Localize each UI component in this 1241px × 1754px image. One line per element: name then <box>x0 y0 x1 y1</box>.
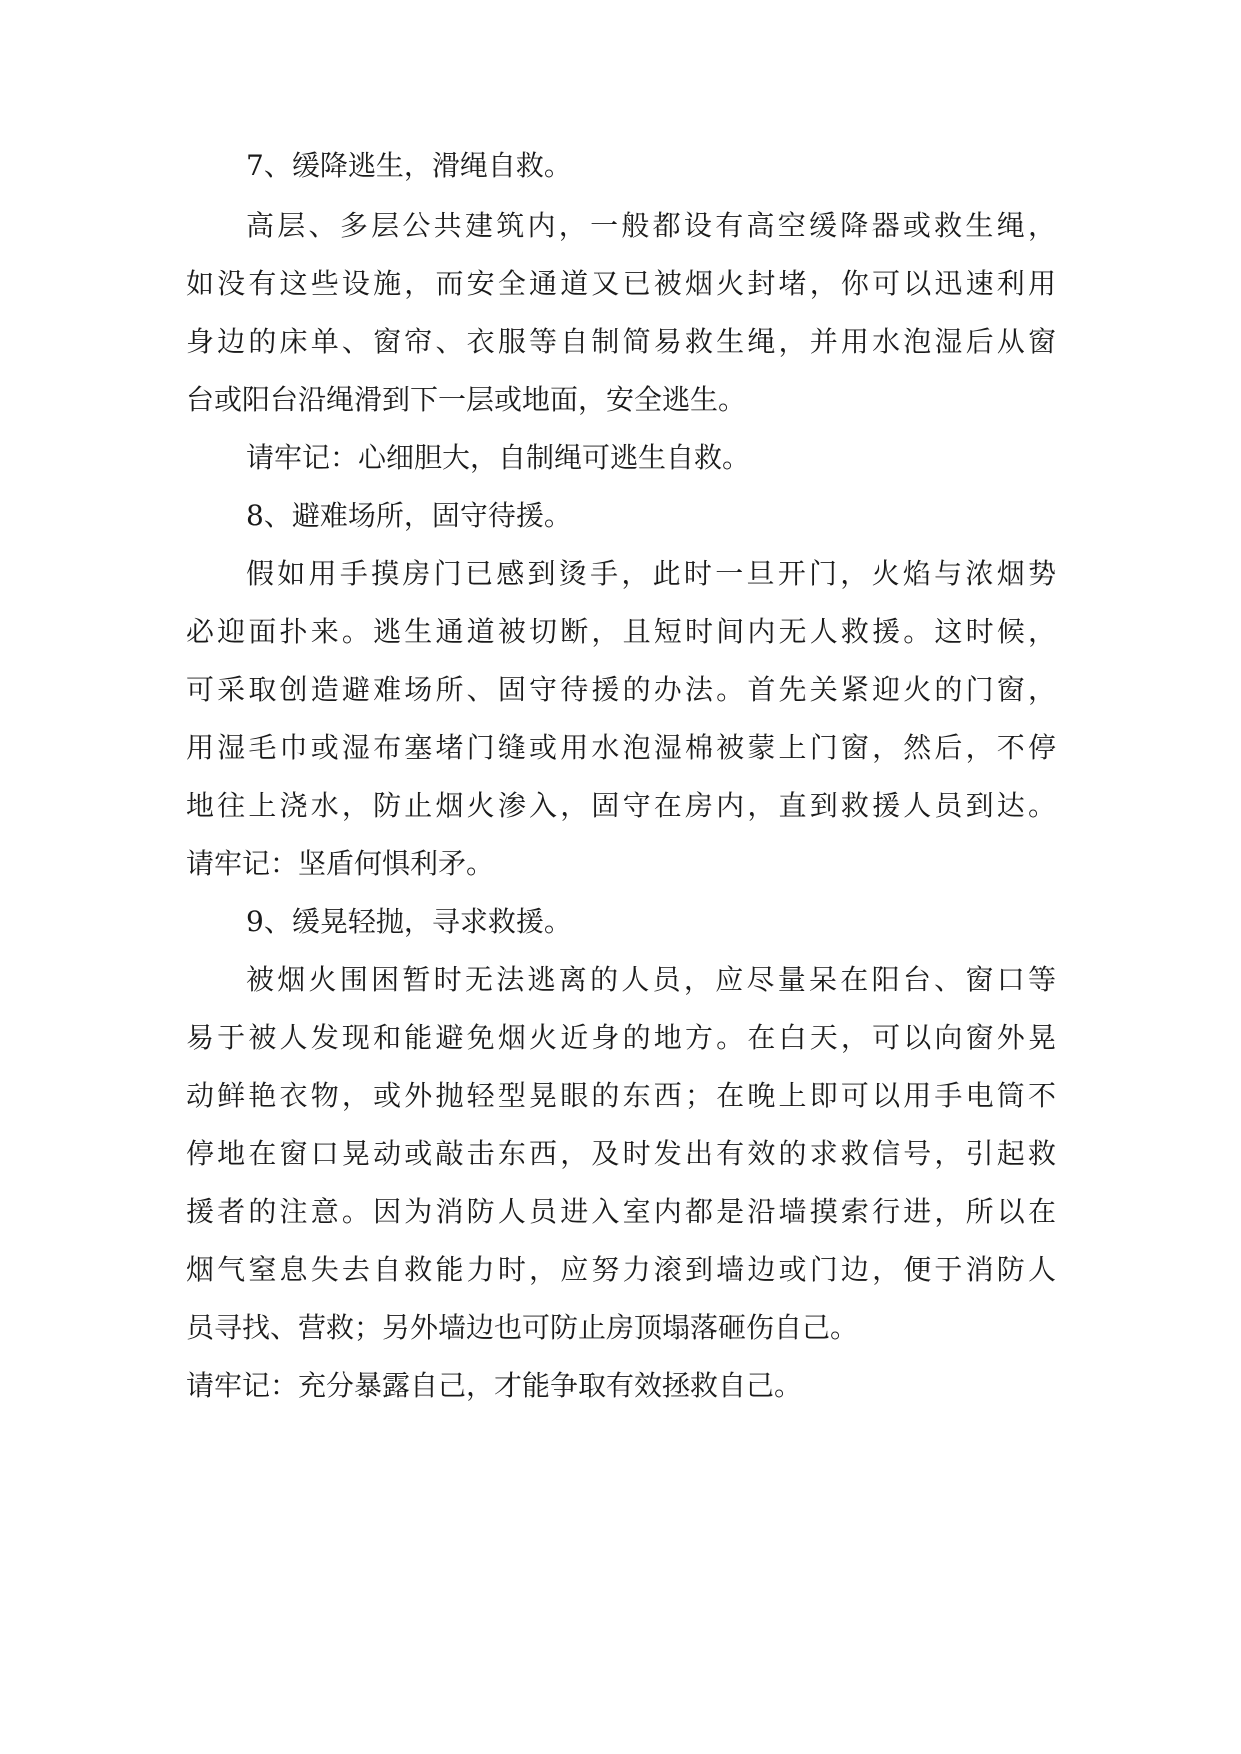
paragraph-line: 易于被人发现和能避免烟火近身的地方。在白天，可以向窗外晃 <box>186 1021 1056 1054</box>
reminder-line: 请牢记：充分暴露自己，才能争取有效拯救自己。 <box>186 1369 803 1402</box>
paragraph-line: 如没有这些设施，而安全通道又已被烟火封堵，你可以迅速利用 <box>186 267 1056 300</box>
paragraph-line: 被烟火围困暂时无法逃离的人员，应尽量呆在阳台、窗口等 <box>246 963 1056 996</box>
section-heading-7: 7、缓降逃生，滑绳自救。 <box>246 149 572 182</box>
paragraph-line: 动鲜艳衣物，或外抛轻型晃眼的东西；在晚上即可以用手电筒不 <box>186 1079 1056 1112</box>
paragraph-line: 用湿毛巾或湿布塞堵门缝或用水泡湿棉被蒙上门窗，然后，不停 <box>186 731 1056 764</box>
paragraph-line: 身边的床单、窗帘、衣服等自制简易救生绳，并用水泡湿后从窗 <box>186 325 1056 358</box>
paragraph-line: 烟气窒息失去自救能力时，应努力滚到墙边或门边，便于消防人 <box>186 1253 1056 1286</box>
reminder-line: 请牢记：心细胆大，自制绳可逃生自救。 <box>246 441 751 474</box>
reminder-line: 请牢记：坚盾何惧利矛。 <box>186 847 495 880</box>
paragraph-line: 停地在窗口晃动或敲击东西，及时发出有效的求救信号，引起救 <box>186 1137 1056 1170</box>
section-heading-9: 9、缓晃轻抛，寻求救援。 <box>246 905 572 938</box>
paragraph-line: 必迎面扑来。逃生通道被切断，且短时间内无人救援。这时候， <box>186 615 1056 648</box>
paragraph-line: 员寻找、营救；另外墙边也可防止房顶塌落砸伤自己。 <box>186 1311 859 1344</box>
paragraph-line: 假如用手摸房门已感到烫手，此时一旦开门，火焰与浓烟势 <box>246 557 1056 590</box>
paragraph-line: 高层、多层公共建筑内，一般都设有高空缓降器或救生绳， <box>246 209 1056 242</box>
paragraph-line: 援者的注意。因为消防人员进入室内都是沿墙摸索行进，所以在 <box>186 1195 1056 1228</box>
paragraph-line: 可采取创造避难场所、固守待援的办法。首先关紧迎火的门窗， <box>186 673 1056 706</box>
paragraph-line: 台或阳台沿绳滑到下一层或地面，安全逃生。 <box>186 383 747 416</box>
section-heading-8: 8、避难场所，固守待援。 <box>246 499 572 532</box>
paragraph-line: 地往上浇水，防止烟火渗入，固守在房内，直到救援人员到达。 <box>186 789 1056 822</box>
